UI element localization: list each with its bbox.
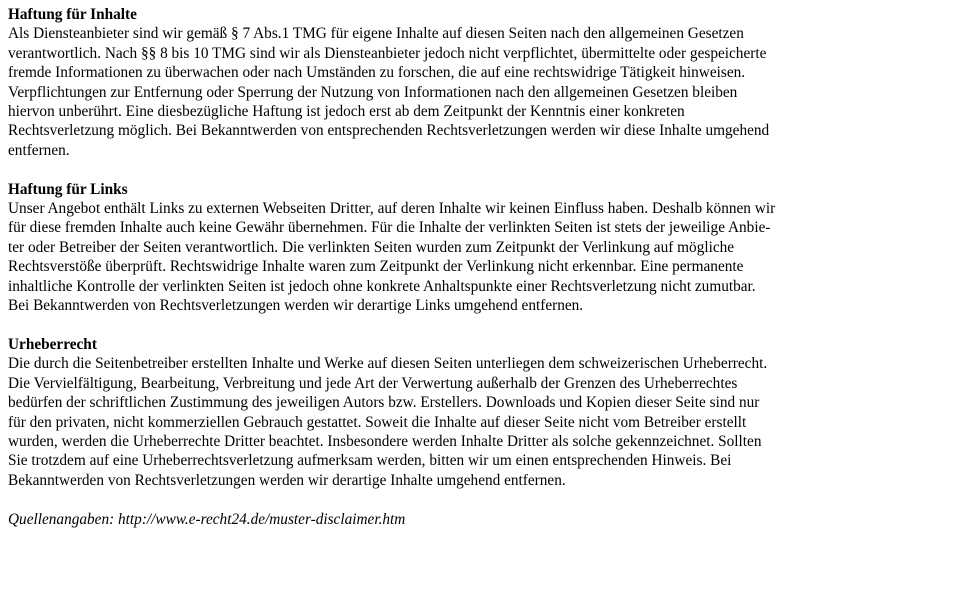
text-line: für diese fremden Inhalte auch keine Gewähr übernehmen. Für die Inhalte der verlinkten Seiten ist stets der jeweilige Anbie- [8, 219, 771, 237]
text-line: Sie trotzdem auf eine Urheberrechtsverletzung aufmerksam werden, bitten wir um einen entsprechenden Hinweis. Bei [8, 452, 732, 470]
text-line: hiervon unberührt. Eine diesbezügliche Haftung ist jedoch erst ab dem Zeitpunkt der Kenntnis einer konkreten [8, 103, 685, 121]
text-line: Rechtsverletzung möglich. Bei Bekanntwerden von entsprechenden Rechtsverletzungen werden wir diese Inhalte umgehend [8, 122, 770, 140]
section-liability-content [8, 5, 948, 160]
text-line: fremde Informationen zu überwachen oder nach Umständen zu forschen, die auf eine rechtswidrige Tätigkeit hinweisen. [8, 64, 746, 82]
text-line: Bei Bekanntwerden von Rechtsverletzungen werden wir derartige Links umgehend entfernen. [8, 297, 584, 315]
text-line: verantwortlich. Nach §§ 8 bis 10 TMG sind wir als Diensteanbieter jedoch nicht verpflichtet, übermittelte oder gespeicherte [8, 44, 767, 62]
disclaimer-document [8, 5, 948, 529]
text-line: Die Vervielfältigung, Bearbeitung, Verbreitung und jede Art der Verwertung außerhalb der Grenzen des Urheberrechtes [8, 374, 738, 392]
text-line: entfernen. [8, 141, 70, 159]
text-line: inhaltliche Kontrolle der verlinkten Seiten ist jedoch ohne konkrete Anhaltspunkte einer Rechtsverletzung nicht zumutbar. [8, 277, 756, 295]
section-heading: Haftung für Inhalte [8, 6, 137, 23]
section-copyright [8, 335, 948, 490]
text-line: Die durch die Seitenbetreiber erstellten Inhalte und Werke auf diesen Seiten unterliegen dem schweizerischen Urheberrecht. [8, 355, 768, 373]
text-line: Bekanntwerden von Rechtsverletzungen werden wir derartige Inhalte umgehend entfernen. [8, 471, 566, 489]
text-line: Verpflichtungen zur Entfernung oder Sperrung der Nutzung von Informationen nach den allgemeinen Gesetzen bleiben [8, 83, 738, 101]
section-heading: Haftung für Links [8, 180, 128, 198]
section-liability-links [8, 180, 948, 316]
source-reference: Quellenangaben: http://www.e-recht24.de/muster-disclaimer.htm [8, 510, 406, 528]
text-line: ter oder Betreiber der Seiten verantwortlich. Die verlinkten Seiten wurden zum Zeitpunkt der Verlinkung auf mögliche [8, 238, 735, 256]
section-heading: Urheberrecht [8, 335, 97, 353]
text-line: Als Diensteanbieter sind wir gemäß § 7 Abs.1 TMG für eigene Inhalte auf diesen Seiten nach den allgemeinen Gesetzen [8, 25, 744, 43]
text-line: für den privaten, nicht kommerziellen Gebrauch gestattet. Soweit die Inhalte auf dieser Seite nicht vom Betreiber erstellt [8, 413, 747, 431]
text-line: bedürfen der schriftlichen Zustimmung des jeweiligen Autors bzw. Erstellers. Downloads und Kopien dieser Seite sind nur [8, 394, 760, 412]
text-line: wurden, werden die Urheberrechte Dritter beachtet. Insbesondere werden Inhalte Dritter als solche gekennzeichnet. Sollten [8, 432, 762, 450]
text-line: Rechtsverstöße überprüft. Rechtswidrige Inhalte waren zum Zeitpunkt der Verlinkung nicht erkennbar. Eine permanente [8, 258, 744, 276]
text-line: Unser Angebot enthält Links zu externen Webseiten Dritter, auf deren Inhalte wir keinen Einfluss haben. Deshalb können wir [8, 200, 776, 218]
